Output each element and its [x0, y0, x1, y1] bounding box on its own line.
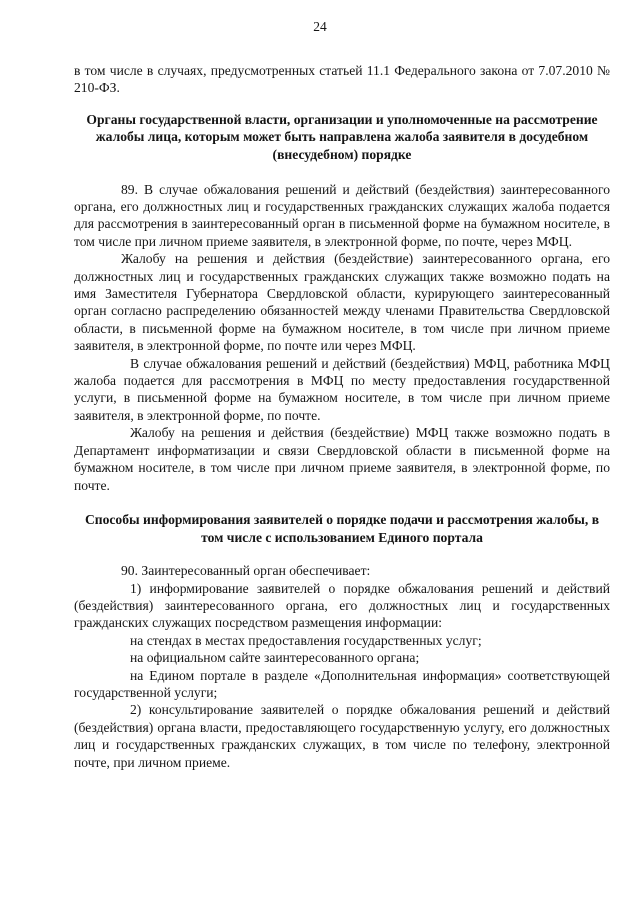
paragraph-89-3: В случае обжалования решений и действий (бездействия) МФЦ, работника МФЦ жалоба подается для рассмотрения в МФЦ по месту предоставления государственной услуги, в письменной форме на бумажном носителе, в том числе при личном приеме заявителя, в электронной форме, по почте. [74, 355, 610, 423]
paragraph-89-1: 89. В случае обжалования решений и действий (бездействия) заинтересованного органа, его должностных лиц и государственных гражданских служащих жалоба подается для рассмотрения в заинтересованный орган в письменной форме на бумажном носителе, в том числе при личном приеме заявителя, в электронной форме, по почте, через МФЦ. [74, 181, 610, 249]
intro-paragraph: в том числе в случаях, предусмотренных статьей 11.1 Федерального закона от 7.07.2010 № 210-ФЗ. [74, 63, 610, 96]
paragraph-90-lead: 90. Заинтересованный орган обеспечивает: [121, 563, 371, 579]
paragraph-90-sub-1: на стендах в местах предоставления государственных услуг; [130, 632, 482, 648]
paragraph-90-sub-2: на официальном сайте заинтересованного органа; [130, 650, 420, 666]
section-heading-complaint-bodies: Органы государственной власти, организации и уполномоченные на рассмотрение жалобы лица, которым может быть направлена жалоба заявителя в досудебном (внесудебном) порядке [86, 111, 598, 162]
section-heading-informing-methods: Способы информирования заявителей о порядке подачи и рассмотрения жалобы, в том числе с использованием Единого портала [84, 511, 600, 545]
document-body [74, 62, 610, 771]
paragraph-89-2: Жалобу на решения и действия (бездействие) заинтересованного органа, его должностных лиц и государственных гражданских служащих также возможно подать на имя Заместителя Губернатора Свердловской области, курирующего заинтересованный орган согласно распределению обязанностей между членами Правительства Свердловской области, в письменной форме на бумажном носителе, в том числе при личном приеме заявителя, в электронной форме, по почте или через МФЦ. [74, 251, 610, 354]
paragraph-90-sub-3: на Едином портале в разделе «Дополнительная информация» соответствующей государственной услуги; [74, 667, 610, 700]
paragraph-89-4: Жалобу на решения и действия (бездействие) МФЦ также возможно подать в Департамент информатизации и связи Свердловской области в письменной форме на бумажном носителе, в том числе при личном приеме заявителя, в электронной форме, по почте. [74, 425, 610, 493]
paragraph-90-item-1: 1) информирование заявителей о порядке обжалования решений и действий (бездействия) заинтересованного органа, его должностных лиц и государственных гражданских служащих посредством размещения информации: [74, 580, 610, 631]
page-number: 24 [313, 19, 327, 34]
paragraph-90-item-2: 2) консультирование заявителей о порядке обжалования решений и действий (бездействия) органа власти, предоставляющего государственную услугу, его должностных лиц и государственных гражданских служащих, в том числе по телефону, электронной почте, при личном приеме. [74, 702, 610, 770]
